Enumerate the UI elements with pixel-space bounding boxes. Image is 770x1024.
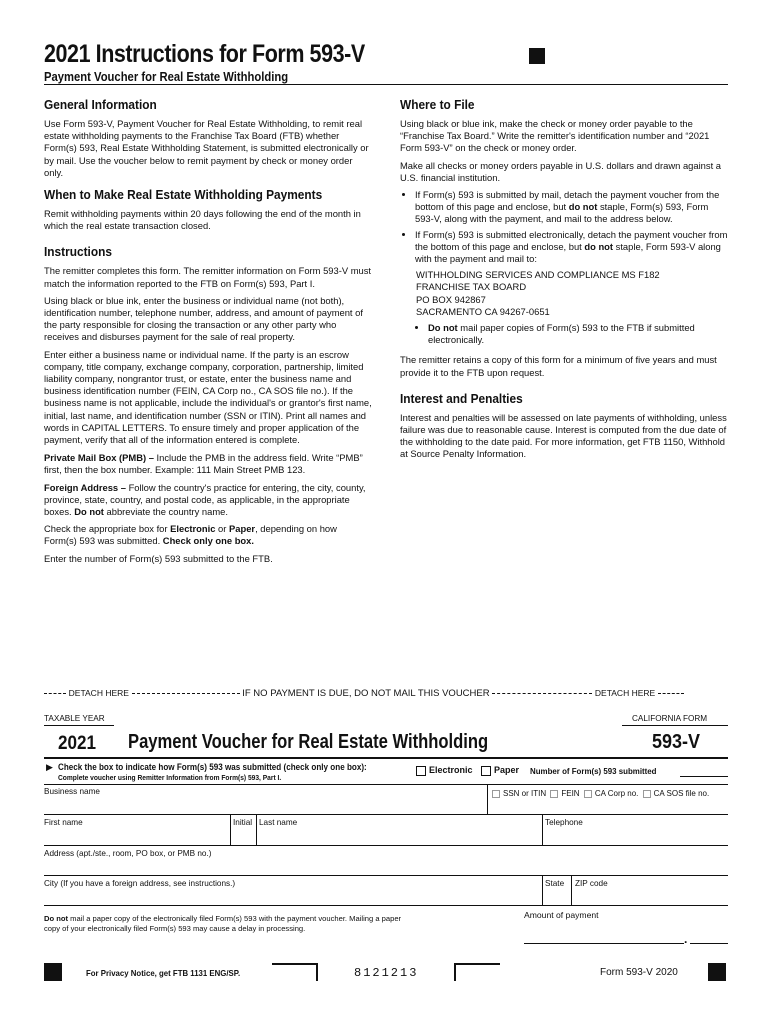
- business-name-label: Business name: [44, 787, 100, 796]
- instr-paragraph-2: Using black or blue ink, enter the business or individual name (not both), identification number, telephone number, address, and amount of payment of the party responsible for closing the transaction or any other party who receives and disburses payment for the sale of real property.: [44, 294, 363, 343]
- amount-label: Amount of payment: [524, 910, 599, 920]
- do-not-mail-note: [44, 914, 404, 934]
- sub-bullet-do-not-mail: [428, 322, 728, 346]
- privacy-notice: For Privacy Notice, get FTB 1131 ENG/SP.: [86, 968, 241, 978]
- detach-line: [44, 688, 728, 699]
- foreign-bold: Foreign Address –: [44, 481, 126, 493]
- paper-checkbox[interactable]: [481, 766, 491, 776]
- address-line-1: WITHHOLDING SERVICES AND COMPLIANCE MS F182: [416, 269, 660, 281]
- city-label: City (If you have a foreign address, see instructions.): [44, 879, 236, 888]
- ssn-itin-checkbox[interactable]: [492, 790, 500, 798]
- footer-bracket-right: [454, 963, 500, 981]
- mailing-address: [416, 269, 728, 318]
- ca-corp-checkbox[interactable]: [584, 790, 592, 798]
- check-bold-electronic: Electronic: [170, 523, 216, 535]
- left-column: [44, 97, 372, 570]
- fein-checkbox[interactable]: [550, 790, 558, 798]
- detach-here-right: DETACH HERE: [594, 688, 656, 698]
- voucher-form-number: 593-V: [652, 731, 701, 753]
- fein-label: FEIN: [561, 789, 580, 798]
- footer-bracket-left: [272, 963, 318, 981]
- registration-mark: [529, 48, 545, 64]
- ssn-itin-label: SSN or ITIN: [503, 789, 547, 798]
- id-divider: [487, 784, 488, 814]
- when-text: Remit withholding payments within 20 days following the end of the month in which the real estate transaction closed.: [44, 208, 361, 232]
- bullet-electronic-text-2: staple, Form 593-V along with the payment and mail to:: [415, 240, 721, 265]
- bullet-mail-bold: do not: [568, 201, 598, 213]
- check-text-1: Check the appropriate box for: [44, 523, 171, 535]
- complete-note: Complete voucher using Remitter Information from Form(s) 593, Part I.: [58, 773, 282, 782]
- state-divider: [542, 875, 543, 905]
- instructions-heading: Instructions: [44, 244, 112, 260]
- row-rule: [44, 905, 728, 906]
- pmb-bold: Private Mail Box (PMB) –: [44, 452, 154, 464]
- where-paragraph-1: Using black or blue ink, make the check or money order payable to the “Franchise Tax Board.” Write the remitter's identification number and “2021 Form 593-V” on the check or money order.: [400, 118, 710, 154]
- california-form-underline: [622, 725, 728, 726]
- telephone-label: Telephone: [545, 818, 583, 827]
- foreign-bold-2: Do not: [74, 506, 104, 518]
- address-label: Address (apt./ste., room, PO box, or PMB no.): [44, 849, 212, 858]
- initial-label: Initial: [233, 818, 253, 827]
- sub-bullets: [400, 322, 728, 346]
- row-rule: [44, 845, 728, 846]
- bullet-mail-text-2: staple, Form(s) 593, Form 593-V, along with the payment, and mail to the address below.: [415, 201, 709, 225]
- row-rule: [44, 784, 728, 785]
- last-name-divider: [256, 814, 257, 845]
- voucher-title: Payment Voucher for Real Estate Withholding: [128, 731, 489, 753]
- amount-cents-field[interactable]: [690, 943, 728, 944]
- check-paragraph: [44, 523, 372, 547]
- ca-sos-checkbox[interactable]: [643, 790, 651, 798]
- state-label: State: [545, 879, 565, 888]
- sub-bullet-text: mail paper copies of Form(s) 593 to the FTB if submitted electronically.: [428, 322, 695, 346]
- when-heading: When to Make Real Estate Withholding Payments: [44, 187, 323, 203]
- electronic-label: Electronic: [429, 765, 473, 775]
- address-line-2: FRANCHISE TAX BOARD: [416, 281, 527, 293]
- bullet-mail: [415, 189, 728, 226]
- dash-segment: [492, 693, 592, 694]
- general-heading: General Information: [44, 97, 157, 112]
- voucher-title-rule: [44, 757, 728, 759]
- pmb-text: Include the PMB in the address field. Write “PMB” first, then the box number. Example: 111 Main Street PMB 123.: [44, 452, 363, 476]
- address-line-3: PO BOX 942867: [416, 293, 486, 305]
- last-name-label: Last name: [259, 818, 298, 827]
- id-type-options: [492, 789, 709, 798]
- foreign-text: Follow the country's practice for entering, the city, county, province, state, country, and postal code, as applicable, in the appropriate boxes.: [44, 481, 366, 518]
- zip-divider: [571, 875, 572, 905]
- electronic-option[interactable]: [416, 765, 473, 776]
- paper-option[interactable]: [481, 765, 519, 776]
- where-heading: Where to File: [400, 97, 475, 112]
- number-submitted-label: Number of Form(s) 593 submitted: [530, 766, 657, 776]
- where-bullets: [400, 189, 728, 265]
- detach-here-left: DETACH HERE: [68, 688, 129, 698]
- amount-decimal-point: .: [684, 932, 688, 946]
- bullet-electronic-bold: do not: [584, 240, 614, 252]
- dash-segment: [658, 693, 684, 694]
- right-column: [400, 97, 728, 466]
- bullet-electronic: [415, 229, 728, 266]
- business-name-field[interactable]: [44, 797, 484, 811]
- check-instruction: Check the box to indicate how Form(s) 593 was submitted (check only one box):: [58, 762, 367, 772]
- interest-text: Interest and penalties will be assessed on late payments of withholding, unless failure was due to reasonable cause. Interest is computed from the due date of the withholding to the date paid. For more information, get FTB 1150, Withhold at Source Penalty Information.: [400, 411, 727, 460]
- address-line-4: SACRAMENTO CA 94267-0651: [416, 305, 550, 317]
- ca-sos-label: CA SOS file no.: [653, 789, 710, 798]
- row-rule: [44, 814, 728, 815]
- page-subtitle: Payment Voucher for Real Estate Withholding: [44, 70, 289, 84]
- sub-bullet-bold: Do not: [428, 322, 458, 334]
- taxable-year-label: TAXABLE YEAR: [44, 714, 105, 723]
- bullet-mail-text: If Form(s) 593 is submitted by mail, detach the payment voucher from the bottom of this page and enclose, but: [415, 189, 720, 213]
- check-bold-only-one: Check only one box.: [162, 535, 254, 547]
- foreign-paragraph: [44, 482, 372, 519]
- number-submitted-field[interactable]: [680, 776, 728, 777]
- instr-paragraph-1: The remitter completes this form. The remitter information on Form 593-V must match the information reported to the FTB on Form(s) 593, Part I.: [44, 265, 372, 289]
- where-paragraph-2: Make all checks or money orders payable in U.S. dollars and drawn against a U.S. financial institution.: [400, 159, 721, 183]
- general-text: Use Form 593-V, Payment Voucher for Real Estate Withholding, to remit real estate withholding payments to the Franchise Tax Board (FTB) whether Form(s) 593, Real Estate Withholding Statement, is submitted electronically or by mail. Use the voucher below to remit payment by check or money order only.: [44, 118, 369, 178]
- check-text-3: , depending on how Form(s) 593 was submitted.: [44, 523, 337, 547]
- initial-divider: [230, 814, 231, 845]
- telephone-divider: [542, 814, 543, 845]
- bullet-electronic-text: If Form(s) 593 is submitted electronically, detach the payment voucher from the bottom of this page and enclose, but: [415, 228, 728, 252]
- page-title: 2021 Instructions for Form 593-V: [44, 40, 365, 68]
- electronic-checkbox[interactable]: [416, 766, 426, 776]
- retain-text: The remitter retains a copy of this form for a minimum of five years and must provide it to the FTB upon request.: [400, 354, 717, 378]
- footer-mark-right: [708, 963, 726, 981]
- check-text-2: or: [215, 523, 229, 535]
- taxable-year-underline: [44, 725, 114, 726]
- check-bold-paper: Paper: [229, 523, 256, 535]
- first-name-label: First name: [44, 818, 83, 827]
- form-code: 8121213: [354, 966, 419, 980]
- enter-number-text: Enter the number of Form(s) 593 submitted to the FTB.: [44, 552, 273, 564]
- ca-corp-label: CA Corp no.: [594, 789, 639, 798]
- interest-heading: Interest and Penalties: [400, 390, 523, 406]
- paper-label: Paper: [494, 765, 520, 775]
- instr-paragraph-3: Enter either a business name or individual name. If the party is an escrow company, title company, exchange company, corporation, partnership, limited liability company, nongrantor trust, or estate, enter the business name and business identification number (FEIN, CA Corp no., CA SOS file no.). If the business name is not applicable, include the individual's or grantor's first name, initial, last name, and identification number (SSN or ITIN). Print all names and words in CAPITAL LETTERS. To ensure timely and proper application of the payment, verify that all of the information entered is complete.: [44, 348, 372, 446]
- california-form-label: CALIFORNIA FORM: [632, 714, 708, 723]
- dash-segment: [44, 693, 66, 694]
- foreign-text-2: abbreviate the country name.: [103, 506, 228, 518]
- row-rule: [44, 875, 728, 876]
- arrow-icon: ▶: [46, 762, 53, 772]
- do-not-text: mail a paper copy of the electronically filed Form(s) 593 with the payment voucher. Mailing a paper copy of your electronically filed Form(s) 593 may cause a delay in processing.: [44, 914, 402, 933]
- pmb-paragraph: [44, 452, 372, 476]
- voucher-year: 2021: [58, 733, 97, 754]
- no-payment-notice: IF NO PAYMENT IS DUE, DO NOT MAIL THIS VOUCHER: [242, 688, 490, 699]
- footer-mark-left: [44, 963, 62, 981]
- dash-segment: [132, 693, 240, 694]
- zip-label: ZIP code: [575, 879, 608, 888]
- amount-dollars-field[interactable]: [524, 943, 684, 944]
- footer-form-label: Form 593-V 2020: [600, 967, 678, 978]
- do-not-bold: Do not: [44, 914, 69, 923]
- header-rule: [44, 84, 728, 85]
